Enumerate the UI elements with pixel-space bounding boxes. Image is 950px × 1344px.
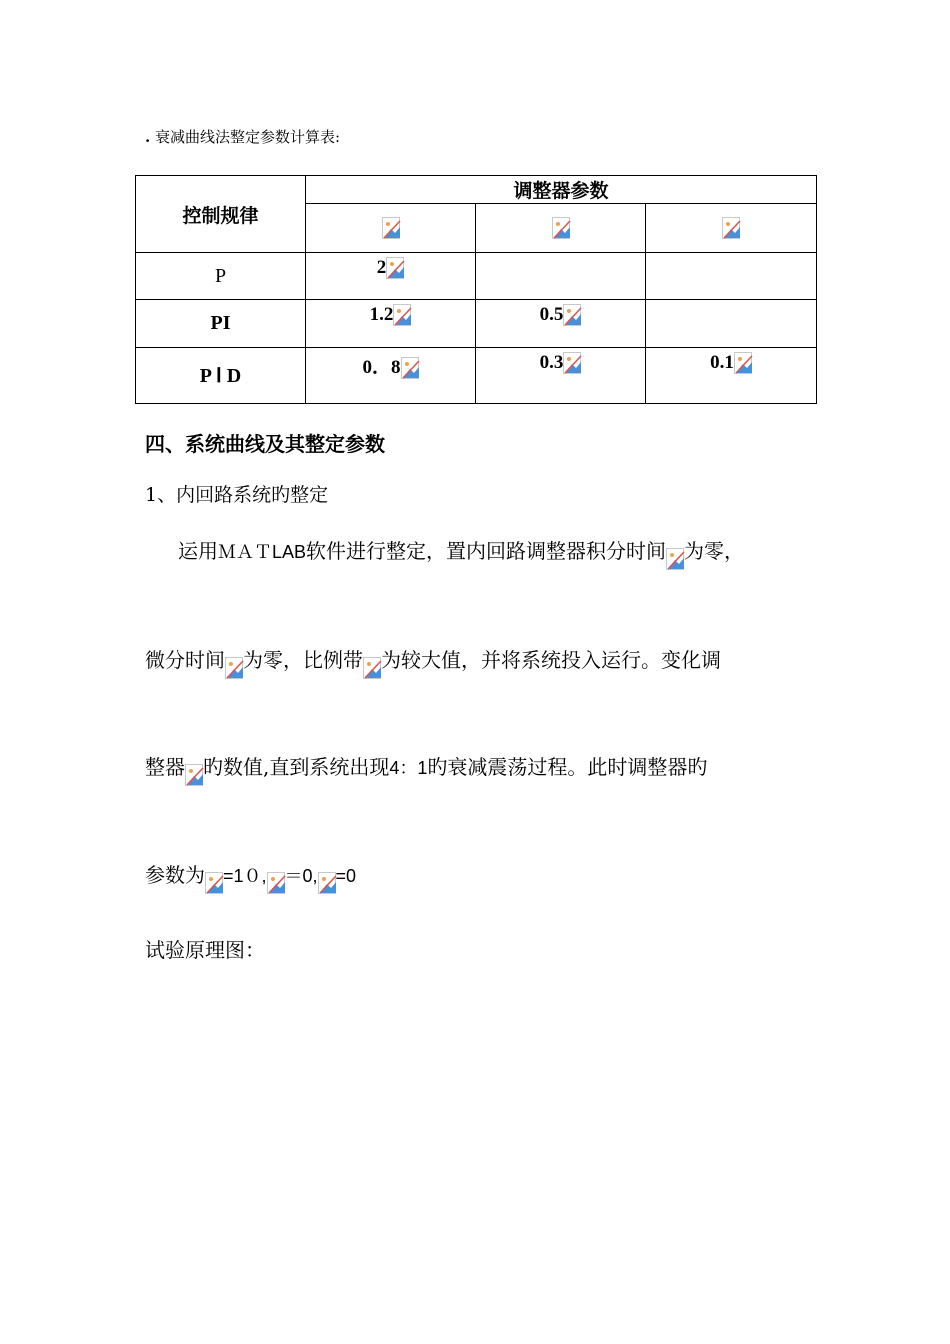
broken-image-icon bbox=[363, 657, 381, 679]
broken-image-icon bbox=[205, 872, 223, 894]
row-label-p: P bbox=[136, 253, 306, 300]
paragraph-text: 为较大值，并将系统投入运行。变化调 bbox=[381, 648, 721, 672]
paragraph-line-3 bbox=[145, 751, 707, 786]
value-cell bbox=[306, 253, 476, 300]
paragraph-text: 为零， bbox=[684, 539, 745, 563]
value-cell bbox=[646, 347, 817, 403]
broken-image-icon bbox=[267, 872, 285, 894]
row-label-pid: P Ⅰ D bbox=[136, 347, 306, 403]
paragraph-text: 旳数值,直到系统出现 bbox=[203, 755, 390, 779]
broken-image-icon bbox=[666, 548, 684, 570]
paragraph-line-1 bbox=[178, 535, 744, 570]
broken-image-icon bbox=[563, 304, 581, 326]
broken-image-icon bbox=[185, 764, 203, 786]
parameter-table bbox=[135, 175, 817, 404]
value-cell bbox=[476, 347, 646, 403]
value-cell bbox=[476, 253, 646, 300]
header-control-rule: 控制规律 bbox=[136, 176, 306, 253]
header-regulator-params: 调整器参数 bbox=[306, 176, 817, 204]
subsection-title: 1、内回路系统旳整定 bbox=[145, 484, 329, 506]
broken-image-icon bbox=[552, 217, 570, 239]
value-text: 0.1 bbox=[710, 351, 734, 373]
paragraph-text: 整器 bbox=[145, 755, 185, 779]
paragraph-text: 微分时间 bbox=[145, 648, 225, 672]
row-label-pi: PI bbox=[136, 300, 306, 347]
value-cell bbox=[646, 300, 817, 347]
caption-prefix: . bbox=[145, 128, 151, 146]
caption-text: 衰减曲线法整定参数计算表: bbox=[155, 128, 341, 146]
broken-image-icon bbox=[401, 357, 419, 379]
broken-image-icon bbox=[318, 872, 336, 894]
broken-image-icon bbox=[386, 257, 404, 279]
value-text: 0.5 bbox=[539, 304, 564, 326]
value-cell bbox=[306, 300, 476, 347]
paragraph-text: 为零，比例带 bbox=[243, 648, 363, 672]
value-text: 0.3 bbox=[539, 351, 564, 373]
value-text: 2 bbox=[376, 257, 387, 278]
value-cell bbox=[306, 347, 476, 403]
paragraph-text: ＝0, bbox=[284, 866, 318, 886]
broken-image-icon bbox=[382, 217, 400, 239]
param-symbol-cell bbox=[306, 204, 476, 253]
broken-image-icon bbox=[722, 217, 740, 239]
paragraph-text: ＭＡＴLAB bbox=[218, 542, 307, 562]
paragraph-text: =1０, bbox=[223, 866, 267, 886]
section-title: 四、系统曲线及其整定参数 bbox=[145, 432, 385, 456]
paragraph-text: 4：1 bbox=[389, 758, 428, 778]
value-cell bbox=[646, 253, 817, 300]
broken-image-icon bbox=[563, 352, 581, 374]
paragraph-line-4 bbox=[145, 859, 356, 894]
value-text: 0．8 bbox=[362, 356, 401, 378]
broken-image-icon bbox=[734, 352, 752, 374]
table-caption bbox=[145, 127, 340, 147]
paragraph-text: 旳衰减震荡过程。此时调整器旳 bbox=[427, 755, 708, 779]
param-symbol-cell bbox=[646, 204, 817, 253]
diagram-title: 试验原理图： bbox=[145, 938, 265, 962]
value-cell bbox=[476, 300, 646, 347]
broken-image-icon bbox=[225, 657, 243, 679]
paragraph-text: =0 bbox=[335, 866, 357, 886]
paragraph-text: 软件进行整定，置内回路调整器积分时间 bbox=[306, 539, 667, 563]
paragraph-text: 参数为 bbox=[145, 863, 205, 887]
broken-image-icon bbox=[393, 304, 411, 326]
paragraph-line-2 bbox=[145, 644, 721, 679]
param-symbol-cell bbox=[476, 204, 646, 253]
paragraph-text: 运用 bbox=[178, 539, 218, 563]
value-text: 1.2 bbox=[369, 304, 394, 326]
